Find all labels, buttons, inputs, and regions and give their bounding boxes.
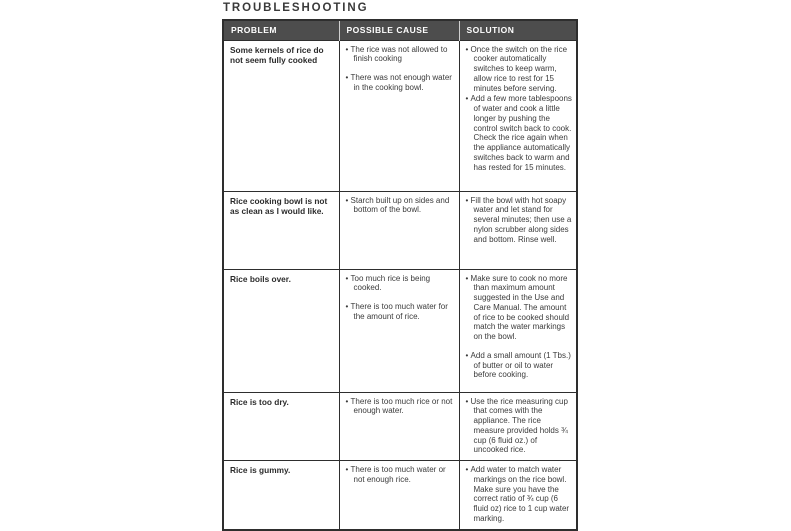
page-title: TROUBLESHOOTING	[223, 2, 369, 14]
table-row	[223, 392, 577, 461]
causes-cell	[339, 269, 459, 392]
troubleshooting-table	[222, 19, 578, 531]
solution-item: • Fill the bowl with hot soapy water and let stand for several minutes; then use a nylon scrubber along sides and bottom. Rinse well.	[465, 195, 572, 244]
problem-cell: Rice cooking bowl is not as clean as I would like.	[223, 191, 339, 269]
column-header-solution: SOLUTION	[459, 20, 577, 40]
bullet-icon: •	[465, 396, 471, 406]
cause-item: • There was not enough water in the cooking bowl.	[345, 73, 452, 92]
cause-item: • There is too much water for the amount of rice.	[345, 302, 448, 321]
solution-item: • Add a few more tablespoons of water and cook a little longer by pushing the control switch back to cook. Check the rice again when the appliance automatically switches back to warm and has rested for 15 minutes.	[465, 94, 572, 172]
bullet-icon: •	[345, 195, 351, 205]
problem-cell: Rice is gummy.	[223, 461, 339, 530]
bullet-icon: •	[345, 465, 351, 474]
table-header-row	[223, 20, 577, 40]
bullet-icon: •	[465, 195, 471, 205]
bullet-icon: •	[465, 44, 471, 54]
cause-item: • There is too much water or not enough rice.	[345, 465, 446, 484]
bullet-icon: •	[345, 73, 351, 82]
problem-cell: Rice is too dry.	[223, 392, 339, 461]
bullet-icon: •	[465, 465, 471, 474]
solution-item: • Once the switch on the rice cooker automatically switches to keep warm, allow rice to rest for 15 minutes before serving.	[465, 44, 568, 93]
cause-item: • There is too much rice or not enough water.	[345, 396, 453, 416]
problem-cell: Some kernels of rice do not seem fully cooked	[223, 40, 339, 191]
solutions-cell	[459, 40, 577, 191]
column-header-problem: PROBLEM	[223, 20, 339, 40]
bullet-icon: •	[345, 302, 351, 311]
table-row	[223, 461, 577, 530]
causes-cell	[339, 40, 459, 191]
table-row	[223, 40, 577, 191]
solution-item: • Make sure to cook no more than maximum amount suggested in the Use and Care Manual. The amount of rice to be cooked should match the water markings on the bowl.	[465, 273, 570, 341]
solutions-cell	[459, 392, 577, 461]
bullet-icon: •	[465, 273, 471, 283]
manual-page	[222, 2, 576, 531]
column-header-possible-cause: POSSIBLE CAUSE	[339, 20, 459, 40]
causes-cell	[339, 392, 459, 461]
cause-item: • Starch built up on sides and bottom of the bowl.	[345, 195, 450, 215]
causes-cell	[339, 191, 459, 269]
bullet-icon: •	[345, 273, 351, 283]
bullet-icon: •	[345, 44, 351, 54]
solution-item: • Add water to match water markings on the rice bowl. Make sure you have the correct ratio of ¾ cup (6 fluid oz) rice to 1 cup water marking.	[465, 465, 570, 523]
problem-cell: Rice boils over.	[223, 269, 339, 392]
solution-item: • Use the rice measuring cup that comes with the appliance. The rice measure provided holds ¾ cup (6 fluid oz.) of uncooked rice.	[465, 396, 568, 455]
bullet-icon: •	[465, 94, 471, 104]
cause-item: • The rice was not allowed to finish cooking	[345, 44, 448, 64]
solutions-cell	[459, 461, 577, 530]
table-row	[223, 269, 577, 392]
table-row	[223, 191, 577, 269]
bullet-icon: •	[465, 350, 471, 360]
solutions-cell	[459, 269, 577, 392]
cause-item: • Too much rice is being cooked.	[345, 273, 431, 293]
causes-cell	[339, 461, 459, 530]
solution-item: • Add a small amount (1 Tbs.) of butter or oil to water before cooking.	[465, 350, 571, 380]
bullet-icon: •	[345, 396, 351, 406]
solutions-cell	[459, 191, 577, 269]
